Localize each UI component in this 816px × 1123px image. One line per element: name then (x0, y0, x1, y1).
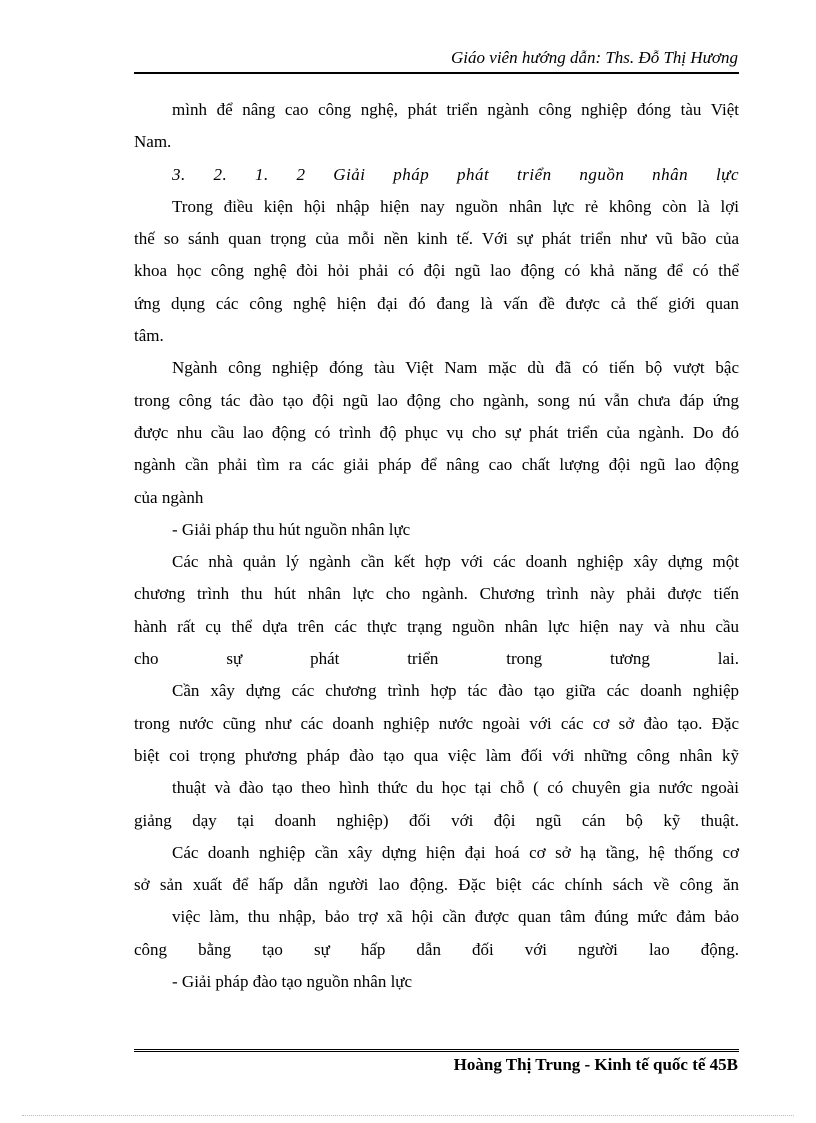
subheading: - Giải pháp thu hút nguồn nhân lực (172, 519, 411, 539)
document-body (134, 94, 739, 998)
text-line: Ngành công nghiệp đóng tàu Việt Nam mặc dù đã có tiến bộ vượt bậc (172, 358, 739, 378)
text-line: mình để nâng cao công nghệ, phát triển ngành công nghiệp đóng tàu Việt (172, 100, 739, 119)
text-line: trong nước cũng như các doanh nghiệp nước ngoài với các cơ sở đào tạo. Đặc (134, 713, 739, 733)
text-line: khoa học công nghệ đòi hỏi phải có đội ngũ lao động có khả năng để có thể (134, 261, 739, 281)
page-edge-dotted-line (22, 1115, 794, 1116)
text-line: Cần xây dựng các chương trình hợp tác đào tạo giữa các doanh nghiệp (172, 681, 739, 701)
subheading: - Giải pháp đào tạo nguồn nhân lực (172, 972, 413, 992)
section-heading: 3. 2. 1. 2 Giải pháp phát triển nguồn nhân lực (172, 164, 739, 184)
text-line: được nhu cầu lao động có trình độ phục vụ cho sự phát triển của ngành. Do đó (134, 422, 739, 442)
text-line: trong công tác đào tạo đội ngũ lao động cho ngành, song nú vẫn chưa đáp ứng (134, 390, 739, 410)
header-rule (134, 72, 739, 74)
page-header-advisor: Giáo viên hướng dẫn: Ths. Đỗ Thị Hương (451, 48, 738, 67)
text-line: sở sản xuất để hấp dẫn người lao động. Đặc biệt các chính sách về công ăn (134, 875, 739, 895)
text-line: của ngành (134, 487, 204, 507)
text-line: chương trình thu hút nhân lực cho ngành. Chương trình này phải được tiến (134, 584, 739, 604)
text-line: Trong điều kiện hội nhập hiện nay nguồn nhân lực rẻ không còn là lợi (172, 196, 739, 216)
text-line: thế so sánh quan trọng của mỗi nền kinh tế. Với sự phát triển như vũ bão của (134, 229, 739, 249)
text-line: Các nhà quản lý ngành cần kết hợp với các doanh nghiệp xây dựng một (172, 552, 739, 572)
text-line: công bằng tạo sự hấp dẫn đối với người lao động. (134, 939, 739, 959)
footer-rule (134, 1049, 739, 1054)
text-line: việc làm, thu nhập, bảo trợ xã hội cần được quan tâm đúng mức đảm bảo (172, 907, 739, 927)
page-footer-author: Hoàng Thị Trung - Kinh tế quốc tế 45B (453, 1055, 738, 1074)
text-line: ứng dụng các công nghệ hiện đại đó đang là vấn đề được cả thế giới quan (134, 293, 739, 313)
text-line: Các doanh nghiệp cần xây dựng hiện đại hoá cơ sở hạ tầng, hệ thống cơ (172, 842, 739, 862)
text-line: Nam. (134, 132, 172, 152)
text-line: cho sự phát triển trong tương lai. (134, 649, 739, 669)
text-line: tâm. (134, 326, 164, 346)
text-line: giảng dạy tại doanh nghiệp) đối với đội ngũ cán bộ kỹ thuật. (134, 810, 739, 830)
text-line: thuật và đào tạo theo hình thức du học tại chỗ ( có chuyên gia nước ngoài (172, 778, 739, 798)
text-line: hành rất cụ thể dựa trên các thực trạng nguồn nhân lực hiện nay và nhu cầu (134, 616, 739, 636)
text-line: ngành cần phải tìm ra các giải pháp để nâng cao chất lượng đội ngũ lao động (134, 455, 739, 475)
text-line: biệt coi trọng phương pháp đào tạo qua việc làm đối với những công nhân kỹ (134, 745, 739, 765)
